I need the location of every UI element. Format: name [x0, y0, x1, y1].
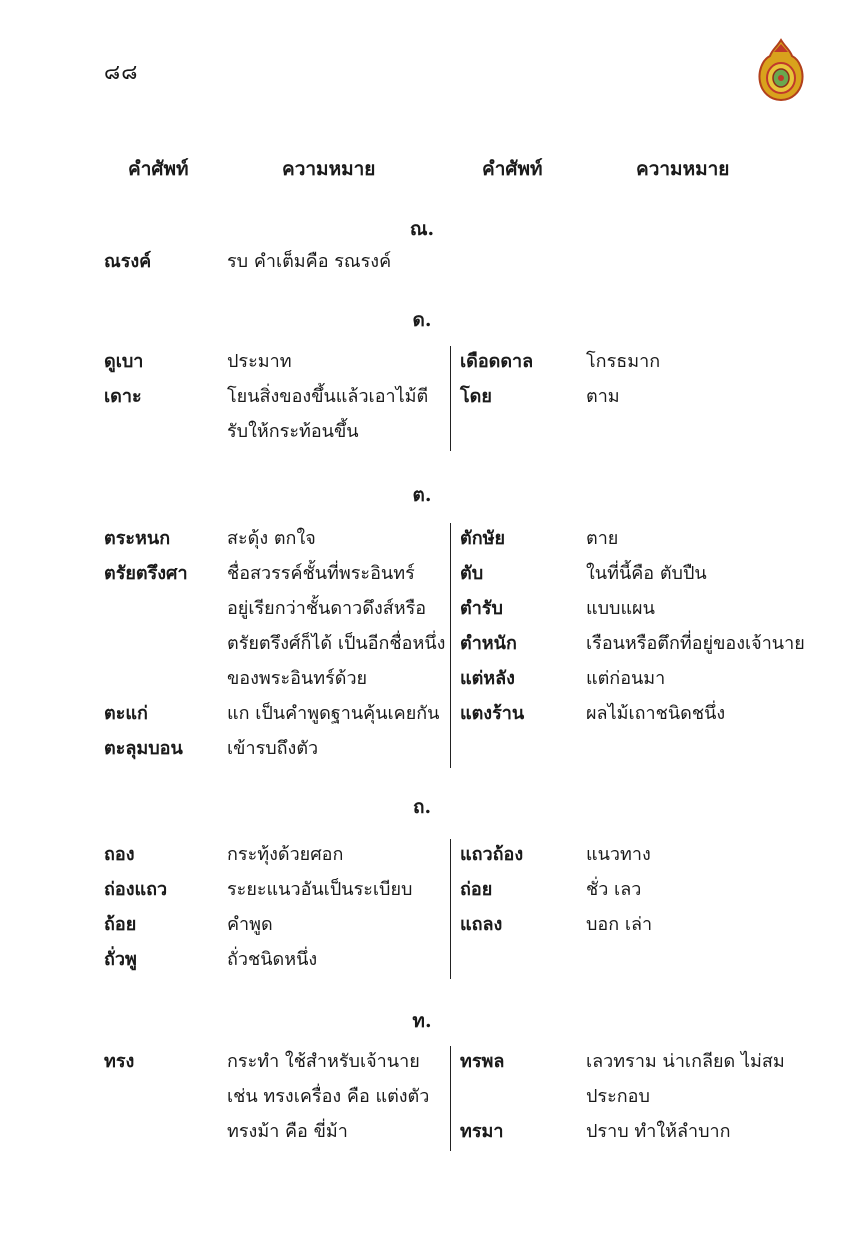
entry-meaning: สะดุ้ง ตกใจ [227, 528, 316, 549]
entry-term: แถลง [460, 914, 503, 935]
entry-meaning: ตาม [586, 386, 620, 407]
entry-meaning: กระทำ ใช้สำหรับเจ้านาย [227, 1051, 420, 1072]
column-divider [450, 523, 451, 768]
entry-term: ถ่องแถว [104, 879, 168, 900]
entry-meaning: ของพระอินทร์ด้วย [227, 668, 368, 689]
entry-term: ตำรับ [460, 598, 503, 619]
header-meaning-left: ความหมาย [282, 158, 376, 180]
column-divider [450, 839, 451, 979]
entry-meaning: ถั่วชนิดหนึ่ง [227, 949, 318, 970]
entry-meaning: แต่ก่อนมา [586, 668, 666, 689]
entry-term: แต่หลัง [460, 668, 515, 689]
entry-term: ตับ [460, 563, 484, 584]
entry-meaning: แบบแผน [586, 598, 655, 619]
header-term-left: คำศัพท์ [128, 158, 189, 180]
entry-meaning: ทรงม้า คือ ขี่ม้า [227, 1121, 348, 1142]
entry-term: ทรง [104, 1051, 135, 1072]
entry-term: ทรมา [460, 1121, 504, 1142]
header-term-right: คำศัพท์ [482, 158, 543, 180]
entry-term: ถอง [104, 844, 135, 865]
section-letter: ด. [412, 309, 432, 331]
entry-term: ถั่วพู [104, 949, 137, 970]
entry-term: ตรัยตรึงศา [104, 563, 188, 584]
entry-meaning: ปราบ ทำให้ลำบาก [586, 1121, 731, 1142]
section-letter: ณ. [409, 218, 435, 240]
entry-term: ตำหนัก [460, 633, 517, 654]
entry-meaning: ในที่นี้คือ ตับปืน [586, 563, 707, 584]
entry-meaning: ชั่ว เลว [586, 879, 642, 900]
entry-meaning: เช่น ทรงเครื่อง คือ แต่งตัว [227, 1086, 430, 1107]
entry-term: ดูเบา [104, 351, 144, 372]
entry-term: เดาะ [104, 386, 142, 407]
royal-seal-icon [756, 38, 806, 102]
header-meaning-right: ความหมาย [636, 158, 730, 180]
entry-meaning: ตรัยตรึงศ์ก็ได้ เป็นอีกชื่อหนึ่ง [227, 633, 446, 654]
entry-term: เดือดดาล [460, 351, 534, 372]
entry-meaning: ระยะแนวอันเป็นระเบียบ [227, 879, 413, 900]
entry-meaning: ชื่อสวรรค์ชั้นที่พระอินทร์ [227, 563, 415, 584]
entry-term: โดย [460, 386, 492, 407]
entry-term: แตงร้าน [460, 703, 525, 724]
entry-meaning: แนวทาง [586, 844, 651, 865]
entry-meaning: โยนสิ่งของขึ้นแล้วเอาไม้ตี [227, 386, 429, 407]
entry-meaning: เลวทราม น่าเกลียด ไม่สม [586, 1051, 785, 1072]
entry-term: ตะลุมบอน [104, 738, 183, 759]
entry-term: ตะแก่ [104, 703, 148, 724]
entry-meaning: แก เป็นคำพูดฐานคุ้นเคยกัน [227, 703, 440, 724]
page-number: ๘๘ [104, 60, 139, 84]
entry-meaning: อยู่เรียกว่าชั้นดาวดึงส์หรือ [227, 598, 427, 619]
entry-term: ตระหนก [104, 528, 171, 549]
entry-meaning: รบ คำเต็มคือ รณรงค์ [227, 251, 392, 272]
entry-meaning: ประมาท [227, 351, 292, 372]
entry-term: ทรพล [460, 1051, 505, 1072]
entry-meaning: ผลไม้เถาชนิดชนึ่ง [586, 703, 726, 724]
entry-term: ถ่อย [460, 879, 493, 900]
table-header [0, 154, 844, 186]
entry-term: ณรงค์ [104, 251, 152, 272]
section-letter: ต. [412, 484, 432, 506]
column-divider [450, 346, 451, 451]
entry-meaning: คำพูด [227, 914, 273, 935]
column-divider [450, 1046, 451, 1151]
entry-meaning: เรือนหรือตึกที่อยู่ของเจ้านาย [586, 633, 805, 654]
entry-term: ถ้อย [104, 914, 137, 935]
entry-meaning: บอก เล่า [586, 914, 653, 935]
entry-term: แถวถ้อง [460, 844, 524, 865]
entry-meaning: โกรธมาก [586, 351, 661, 372]
entry-meaning: รับให้กระท้อนขึ้น [227, 421, 359, 442]
section-letter: ถ. [412, 796, 432, 818]
entry-term: ตักษัย [460, 528, 505, 549]
section-letter: ท. [412, 1010, 432, 1032]
entry-meaning: เข้ารบถึงตัว [227, 738, 319, 759]
entry-meaning: กระทุ้งด้วยศอก [227, 844, 344, 865]
entry-meaning: ตาย [586, 528, 619, 549]
entry-meaning: ประกอบ [586, 1086, 650, 1107]
